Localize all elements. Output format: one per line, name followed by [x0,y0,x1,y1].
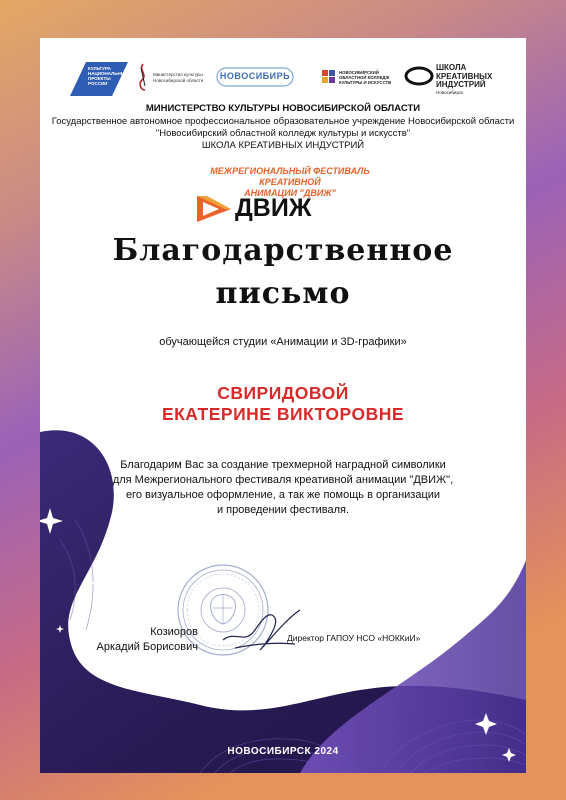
signatory-given-names: Аркадий Борисович [96,641,198,653]
header-ministry: МИНИСТЕРСТВО КУЛЬТУРЫ НОВОСИБИРСКОЙ ОБЛАСТИ [145,103,421,114]
header-institution: Государственное автономное профессиональное образовательное учреждение Новосибирской области [51,116,515,127]
college-logo [322,70,402,90]
letter-title-line1: Благодарственное [112,233,454,268]
college-emblem-icon [322,70,336,84]
violin-icon [135,62,151,92]
signatory-position: Директор ГАПОУ НСО «НОККиИ» [287,633,421,643]
college-logo-line: НОВОСИБИРСКИЙ [339,70,379,75]
dvizh-logo [195,194,335,226]
ministry-logo-line: Новосибирской области [153,77,204,83]
college-logo-line: ОБЛАСТНОЙ КОЛЛЕДЖ [339,74,390,80]
festival-title-line: АНИМАЦИИ "ДВИЖ" [244,188,336,198]
play-arrow-icon [195,194,235,224]
body-line: для Межрегионального фестиваля креативной анимации "ДВИЖ", [112,474,454,486]
natsproekty-line: КУЛЬТУРА [88,66,111,71]
festival-title-line: МЕЖРЕГИОНАЛЬНЫЙ ФЕСТИВАЛЬ КРЕАТИВНОЙ [210,166,370,187]
body-paragraph [0,458,566,518]
natsproekty-line: НАЦИОНАЛЬНЫЕ [88,71,129,76]
natsproekty-line: РОССИИ [88,81,108,86]
college-logo-line: КУЛЬТУРЫ И ИСКУССТВ [339,79,392,85]
ministry-logo-line: Министерство культуры [153,72,203,77]
studio-subtitle: обучающейся студии «Анимации и 3D-графики» [159,336,407,348]
novosibirsk-logo-text: НОВОСИБИРЬ [219,71,291,81]
signatory-name [90,625,198,655]
school-logo-sub: Новосибирск [436,89,464,95]
letter-title-line2: письмо [215,276,351,311]
dvizh-logo-text: ДВИЖ [235,194,312,222]
natsproekty-logo [68,58,130,98]
footer-city-year: НОВОСИБИРСК 2024 [227,746,339,757]
school-logo-line: ШКОЛА [436,63,467,72]
handwritten-signature [215,600,305,660]
signatory-surname: Козиоров [150,626,198,638]
body-line: Благодарим Вас за создание трехмерной наградной символики [120,459,446,471]
recipient-given-names: ЕКАТЕРИНЕ ВИКТОРОВНЕ [161,404,405,424]
ministry-logo [135,62,207,96]
header-college: "Новосибирский областной колледж культуры и искусств" [155,128,411,139]
body-line: и проведении фестиваля. [216,504,350,516]
school-logo [404,64,514,96]
natsproekty-line: ПРОЕКТЫ [88,76,111,81]
school-logo-line: ИНДУСТРИЙ [436,80,486,89]
infinity-icon [404,64,434,88]
body-line: его визуальное оформление, а так же помощь в организации [125,489,441,501]
novosibirsk-logo [216,66,296,88]
recipient-surname: СВИРИДОВОЙ [217,383,349,403]
header-school: ШКОЛА КРЕАТИВНЫХ ИНДУСТРИЙ [201,140,365,151]
school-logo-line: КРЕАТИВНЫХ [436,71,493,81]
